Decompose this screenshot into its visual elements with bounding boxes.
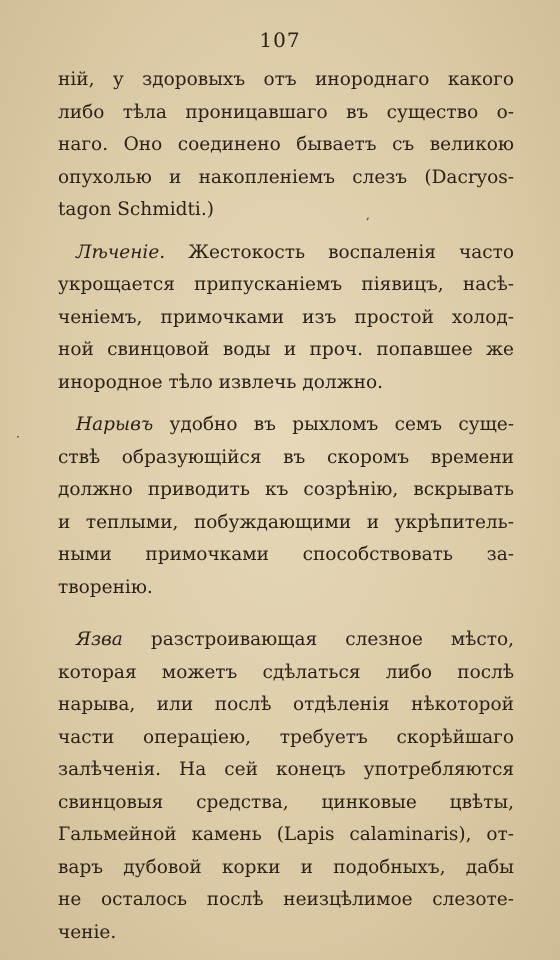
text-line: Гальмейной камень (Lapis calaminaris), от- [58,824,514,845]
text-line: твоpенію. [58,576,153,598]
text-line [58,624,514,657]
page-number: 107 [259,28,301,52]
paragraph-heading: Лѣченіе. [76,241,166,263]
stray-mark: , [366,208,370,222]
paragraph-abscess [58,409,514,604]
text-line: нарыва, или послѣ отдѣленія нѣкоторой [58,694,514,715]
text-line: инородное тѣло извлечь должно. [58,371,383,393]
paragraph-ulcer [58,624,514,949]
text-line: наго. Оно соединено бываетъ съ великою [58,134,514,155]
text-line: ній, у здоровыхъ отъ инороднаго какого [58,69,514,90]
text-line: которая можетъ сдѣлаться либо послѣ [58,661,514,683]
text-line-rest: удобно въ рыхломъ семъ суще- [153,414,514,435]
body-text [58,64,514,949]
text-line: варъ дубовой корки и подобныхъ, дабы [58,856,514,878]
text-line: свинцовыя средства, цинковые цвѣты, [58,791,514,813]
paragraph-heading: Нарывъ [76,414,154,435]
text-line [58,237,514,270]
text-line: tagon Schmidti.) [58,199,214,220]
text-line: ными примочками способствовать за- [58,544,514,565]
text-line: опухолью и накопленіемъ слезъ (Dacryos- [58,166,514,188]
text-line: части операціею, требуетъ скорѣйшаго [58,726,514,748]
paragraph-heading: Язва [76,629,123,650]
text-line: либо тѣла проницавшаго въ существо о- [58,101,514,123]
text-line: укрощается припусканіемъ піявицъ, насѣ- [58,274,514,295]
text-line: залѣченія. На сей конецъ употребляются [58,759,514,780]
text-line-rest: разстроивающая слезное мѣсто, [122,629,514,650]
text-line: ченіе. [58,921,117,943]
text-line: ной свинцовой воды и проч. попавшее же [58,339,514,360]
text-line: и теплыми, побуждающими и укрѣпитель- [58,511,514,533]
text-line: не осталось послѣ неизцѣлимое слезоте- [58,889,514,910]
paragraph-symptoms [58,64,514,227]
text-line [58,409,514,442]
paragraph-treatment [58,237,514,400]
text-line: ченіемъ, примочками изъ простой холод- [58,306,514,328]
text-line: ствѣ образующійся въ скоромъ времени [58,446,514,468]
text-line-rest: Жестокость воспаленія часто [165,241,514,263]
stray-mark: · [16,430,20,444]
text-line: должно приводить къ созрѣнію, вскрывать [58,479,514,500]
